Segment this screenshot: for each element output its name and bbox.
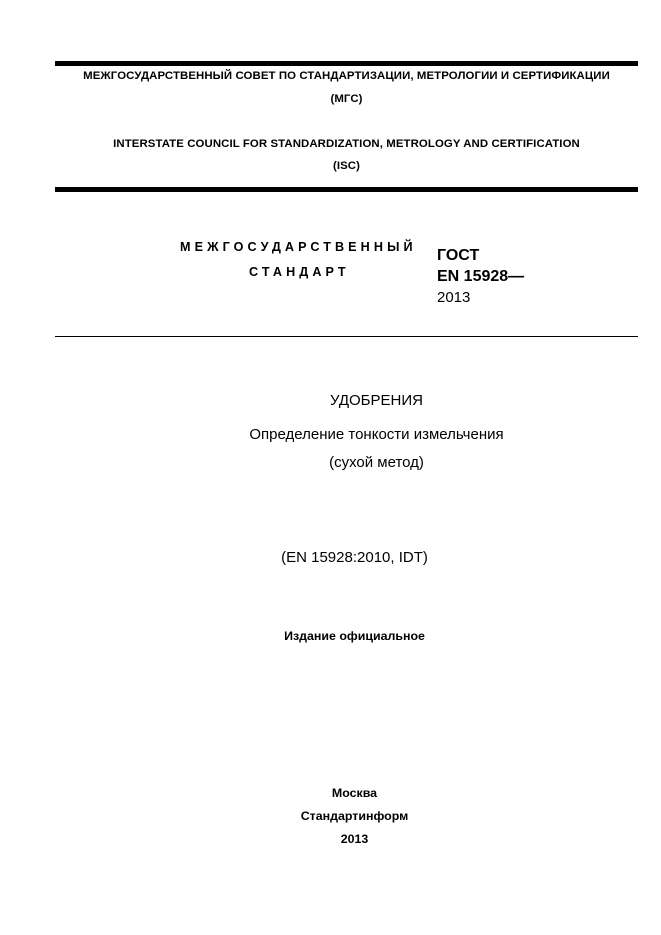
council-abbr-en: (ISC) xyxy=(332,160,361,172)
standard-number: EN 15928— xyxy=(437,268,525,285)
document-subtitle: Определение тонкости измельчения xyxy=(249,426,504,443)
document-method: (сухой метод) xyxy=(329,454,424,471)
standard-type-line1: МЕЖГОСУДАРСТВЕННЫЙ xyxy=(180,240,417,254)
imprint-city: Москва xyxy=(331,786,378,800)
imprint-year: 2013 xyxy=(340,832,369,846)
top-thick-rule xyxy=(55,61,638,66)
council-name-ru: МЕЖГОСУДАРСТВЕННЫЙ СОВЕТ ПО СТАНДАРТИЗАЦИИ, МЕТРОЛОГИИ И СЕРТИФИКАЦИИ xyxy=(83,70,610,82)
designation-divider xyxy=(55,336,638,337)
imprint-publisher: Стандартинформ xyxy=(300,809,409,823)
standard-year: 2013 xyxy=(437,289,471,306)
standard-type-line2: СТАНДАРТ xyxy=(249,265,350,279)
gost-label: ГОСТ xyxy=(437,247,480,264)
council-name-en: INTERSTATE COUNCIL FOR STANDARDIZATION, METROLOGY AND CERTIFICATION xyxy=(113,138,580,150)
edition-label: Издание официальное xyxy=(284,629,425,643)
header-bottom-thick-rule xyxy=(55,187,638,192)
equivalence-reference: (EN 15928:2010, IDT) xyxy=(281,549,428,566)
document-title: УДОБРЕНИЯ xyxy=(330,392,423,409)
council-abbr-ru: (МГС) xyxy=(330,93,363,105)
